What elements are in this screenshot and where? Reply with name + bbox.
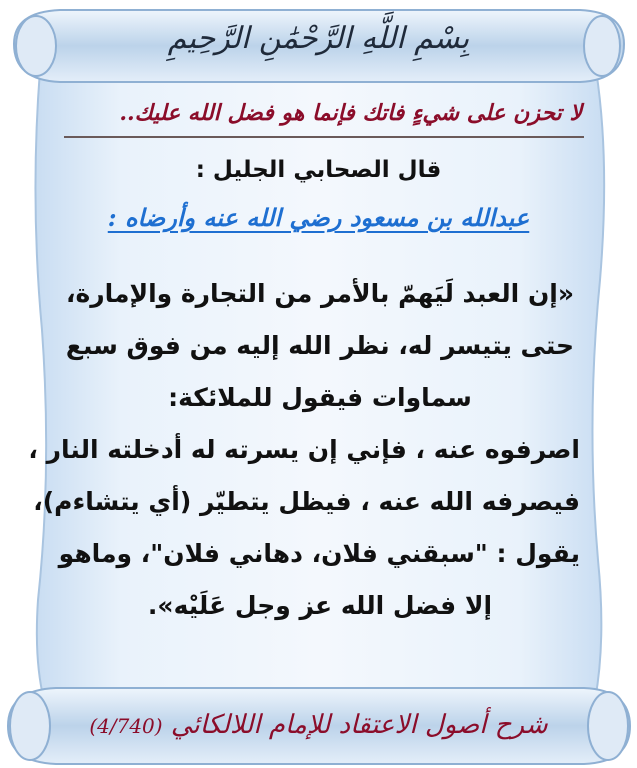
source-citation (0, 700, 637, 750)
source-title: شرح أصول الاعتقاد للإمام اللالكائي (170, 710, 548, 740)
quote-line: يقول : "سبقني فلان، دهاني فلان"، وماهو (58, 539, 580, 568)
quote-block (28, 268, 580, 632)
quote-line: سماوات فيقول للملائكة: (168, 383, 472, 412)
basmala-calligraphy: بِسْمِ اللَّهِ الرَّحْمَٰنِ الرَّحِيمِ (167, 21, 470, 56)
intro-text: قال الصحابي الجليل : (195, 157, 442, 183)
companion-name (0, 196, 637, 240)
source-reference: (4/740) (89, 714, 163, 738)
headline-text: لا تحزن على شيءٍ فاتك فإنما هو فضل الله عليك.. (119, 100, 582, 126)
quote-line: اصرفوه عنه ، فإني إن يسرته له أدخلته النار ، (28, 435, 580, 464)
companion-name-text: عبدالله بن مسعود رضي الله عنه وأرضاه : (107, 203, 530, 232)
headline-divider (64, 136, 584, 138)
quote-line: حتى يتيسر له، نظر الله إليه من فوق سبع (65, 331, 575, 360)
quote-line: «إن العبد لَيَهمّ بالأمر من التجارة والإمارة، (65, 279, 575, 308)
quote-line: فيصرفه الله عنه ، فيظل يتطيّر (أي يتشاءم)، (33, 487, 580, 516)
quote-line: إلا فضل الله عز وجل عَلَيْه». (147, 591, 493, 620)
